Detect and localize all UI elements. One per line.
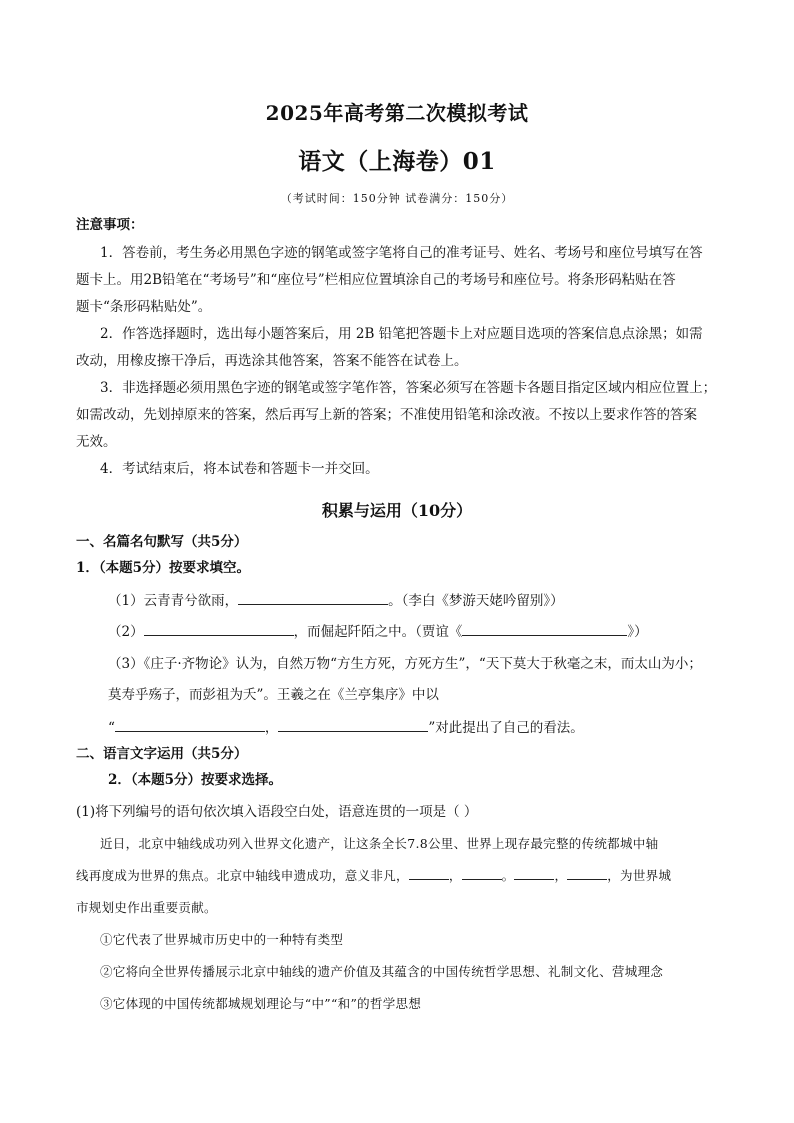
fill-item-3-line-2: 莫寿乎殇子，而彭祖为夭”。王羲之在《兰亭集序》中以 [108, 687, 439, 703]
passage-text-a: 线再度成为世界的焦点。北京中轴线申遗成功，意义非凡， [76, 868, 409, 883]
part1-heading: 一、名篇名句默写（共5分） [76, 534, 248, 550]
question-1 [76, 558, 726, 578]
notice-line: 题卡“条形码粘贴处”。 [76, 299, 212, 315]
question-2-label: 2．（本题5分）按要求选择。 [108, 772, 283, 788]
passage-sep: ， [448, 868, 462, 883]
part2-heading: 二、语言文字运用（共5分） [76, 746, 248, 762]
comma: ， [264, 720, 279, 736]
fill-item-1-text-b: 。（李白《梦游天姥吟留别》） [388, 593, 564, 609]
answer-blank[interactable] [409, 867, 449, 880]
notice-line: 1．答卷前，考生务必用黑色字迹的钢笔或签字笔将自己的准考证号、姓名、考场号和座位号填写在答 [100, 245, 703, 261]
fill-item-2-text-b: ，而倔起阡陌之中。（贾谊《 [293, 624, 463, 640]
quote-open: “ [108, 720, 115, 736]
fill-item-3-line-3 [108, 717, 758, 738]
exam-subtitle: 语文（上海卷）01 [298, 148, 496, 175]
fill-item-3-text-c: ”对此提出了自己的看法。 [428, 720, 584, 736]
passage-line: 市规划史作出重要贡献。 [76, 900, 217, 915]
fill-item-3-line-1: （3）《庄子·齐物论》认为，自然万物“方生方死，方死方生”，“天下莫大于秋毫之末，而太山为小； [108, 656, 702, 672]
notice-line: 3．非选择题必须用黑色字迹的钢笔或签字笔作答，答案必须写在答题卡各题目指定区域内相应位置上； [100, 380, 717, 396]
section-title: 积累与运用（10分） [321, 501, 473, 520]
option-3: ③它体现的中国传统都城规划理论与“中”“和”的哲学思想 [100, 996, 422, 1011]
fill-item-2 [108, 621, 758, 642]
passage-sep: ， [554, 868, 568, 883]
sub-question-1: (1)将下列编号的语句依次填入语段空白处，语意连贯的一项是（ ） [76, 804, 478, 820]
question-1-label: 1．（本题5分）按要求填空。 [76, 560, 251, 576]
notice-line: 2．作答选择题时，选出每小题答案后，用 2B 铅笔把答题卡上对应题目选项的答案信息点涂黑；如需 [100, 326, 703, 342]
answer-blank[interactable] [238, 590, 388, 605]
passage-sep: 。 [501, 868, 515, 883]
answer-blank[interactable] [567, 867, 607, 880]
exam-title: 2025年高考第二次模拟考试 [265, 101, 529, 125]
answer-blank[interactable] [115, 717, 265, 732]
notice-line: 题卡上。用2B铅笔在“考场号”和“座位号”栏相应位置填涂自己的考场号和座位号。将条形码粘贴在答 [76, 272, 676, 288]
answer-blank[interactable] [278, 717, 428, 732]
notice-line: 无效。 [76, 434, 117, 450]
option-2: ②它将向全世界传播展示北京中轴线的遗产价值及其蕴含的中国传统哲学思想、礼制文化、营城理念 [100, 964, 664, 979]
fill-item-2-text-a: （2） [108, 624, 144, 640]
fill-item-1 [108, 590, 758, 611]
question-2 [108, 770, 758, 790]
notice-heading: 注意事项： [76, 217, 144, 233]
passage-line [76, 866, 726, 886]
answer-blank[interactable] [144, 621, 294, 636]
fill-item-1-text-a: （1）云青青兮欲雨， [108, 593, 239, 609]
answer-blank[interactable] [462, 867, 502, 880]
notice-line: 如需改动，先划掉原来的答案，然后再写上新的答案；不准使用铅笔和涂改液。不按以上要求作答的答案 [76, 407, 697, 423]
passage-line: 近日，北京中轴线成功列入世界文化遗产，让这条全长7.8公里、世界上现存最完整的传统都城中轴 [100, 836, 659, 851]
option-1: ①它代表了世界城市历史中的一种特有类型 [100, 932, 344, 947]
exam-info: （考试时间：150分钟 试卷满分：150分） [280, 192, 514, 205]
notice-line: 改动，用橡皮擦干净后，再选涂其他答案，答案不能答在试卷上。 [76, 353, 468, 369]
passage-text-b: ，为世界城 [607, 868, 672, 883]
fill-item-2-text-c: 》） [627, 624, 648, 640]
answer-blank[interactable] [462, 621, 627, 636]
notice-line: 4．考试结束后，将本试卷和答题卡一并交回。 [100, 461, 379, 477]
answer-blank[interactable] [514, 867, 554, 880]
